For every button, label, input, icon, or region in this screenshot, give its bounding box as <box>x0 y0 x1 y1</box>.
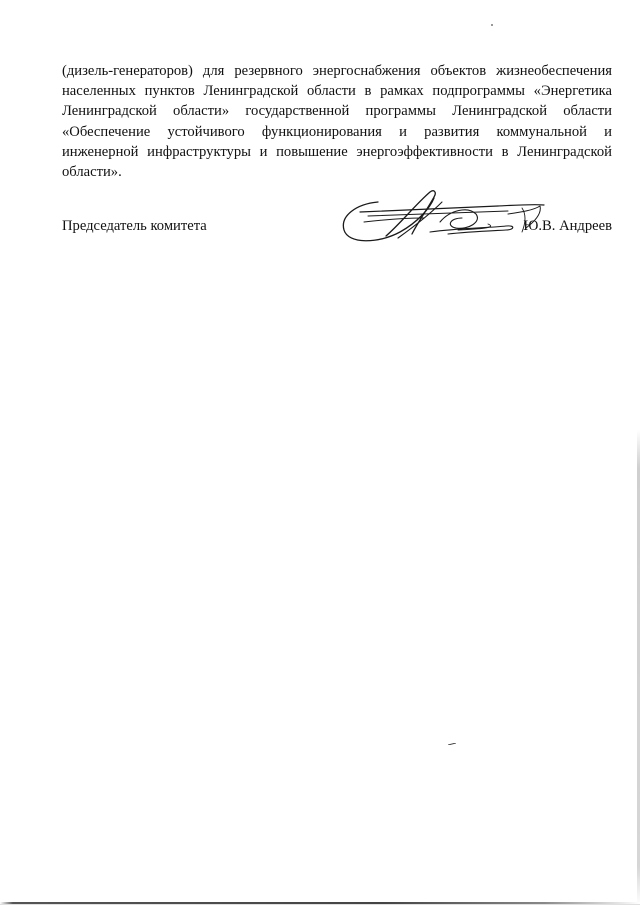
body-paragraph <box>62 61 612 182</box>
signatory-name: Ю.В. Андреев <box>523 218 612 234</box>
signatory-title: Председатель комитета <box>62 218 207 234</box>
scan-speck <box>491 24 493 26</box>
body-line-4: «Обеспечение устойчивого функционирования и развития коммунальной и <box>62 123 612 140</box>
signature-row <box>62 216 612 242</box>
body-line-2: населенных пунктов Ленинградской области в рамках подпрограммы «Энергетика <box>62 83 612 100</box>
body-line-6: области». <box>62 164 122 181</box>
body-line-1: (дизель-генераторов) для резервного энергоснабжения объектов жизнеобеспечения <box>62 63 612 79</box>
body-line-3: Ленинградской области» государственной программы Ленинградской области <box>62 103 612 120</box>
body-line-5: инженерной инфраструктуры и повышение энергоэффективности в Ленинградской <box>62 143 612 160</box>
scan-speck <box>448 743 456 745</box>
